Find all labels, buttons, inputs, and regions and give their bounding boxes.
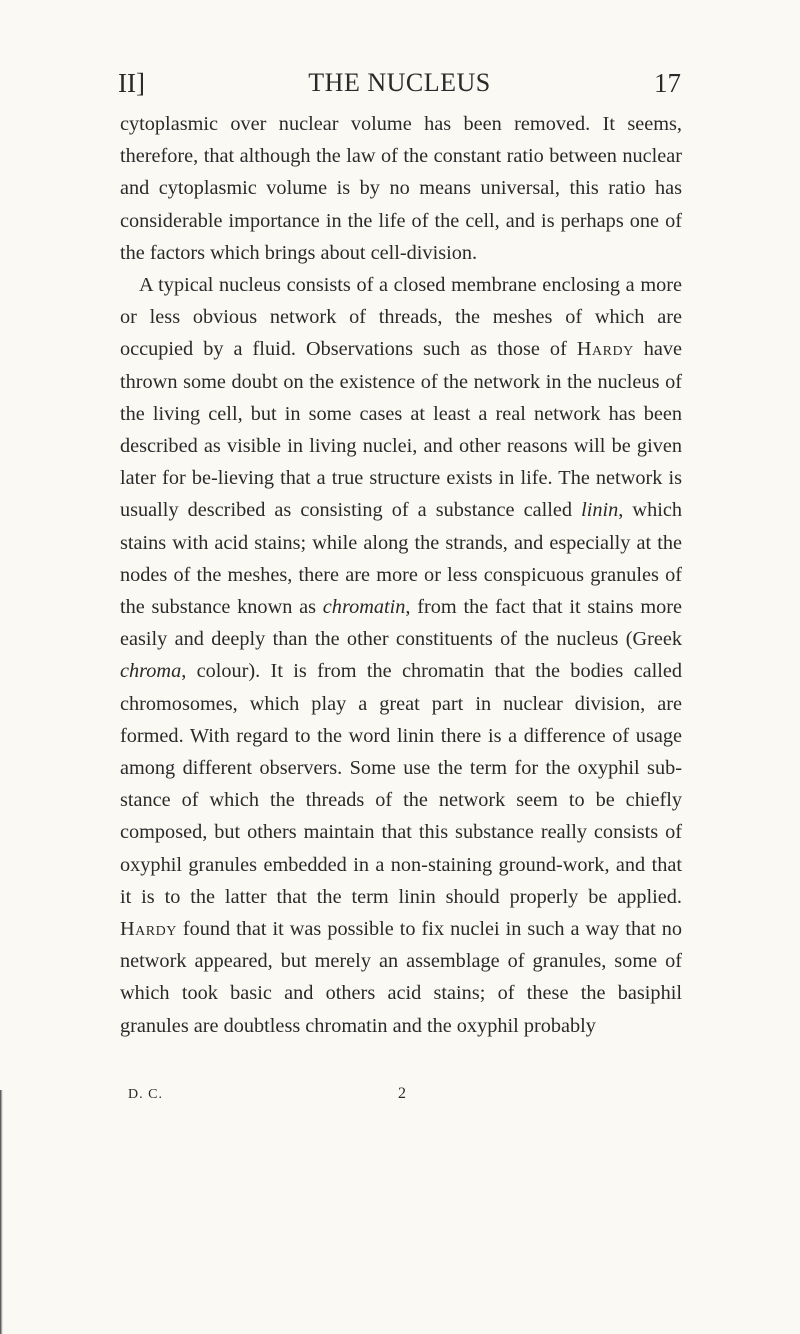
author-name-hardy: Hardy — [120, 918, 177, 941]
text-run: A typical nucleus consists of a closed membrane enclosing a more or less obvious network of threads, the meshes of which are occupied by a fluid. Observations such as those of — [120, 274, 682, 361]
text-run: , which stains with acid stains; while along the strands, and especially at the nodes of the meshes, there are more or less conspicuous granules of the substance known as — [120, 499, 682, 619]
gathering-number: 2 — [398, 1085, 406, 1102]
author-name-hardy: Hardy — [576, 338, 634, 361]
text-run: found that it was possible to fix nuclei in such a way that no network appeared, but merely an assemblage of granules, some of which took basic and others acid stains; of these the basiphil granules are doubtless chromatin and the oxyphil probably — [120, 918, 682, 1037]
chapter-marker: II] — [118, 68, 145, 98]
page-number: 17 — [654, 68, 681, 98]
term-chroma: chroma — [120, 660, 182, 683]
term-linin: linin — [581, 499, 619, 522]
text-run: , colour). It is from the chromatin that the bodies called chromosomes, which play a great part in nuclear division, are formed. With regard to the word linin there is a difference of usage among different observers. Some use the term for the oxyphil sub-stance of which the threads of the network seem to be chiefly composed, but others maintain that this substance really consists of oxyphil granules embedded in a non-staining ground-work, and that it is to the latter that the term linin should properly be applied. — [120, 660, 682, 908]
term-chromatin: chromatin — [322, 596, 406, 619]
paragraph-nucleus-structure — [120, 269, 682, 1042]
running-head — [118, 63, 681, 103]
page-edge-shadow — [0, 1090, 3, 1334]
text-run: , from the fact that it stains more easily and deeply than the other constituents of the nucleus (Greek — [120, 596, 682, 651]
running-title: THE NUCLEUS — [308, 68, 491, 97]
text-run: have thrown some doubt on the existence of the network in the nucleus of the living cell, but in some cases at least a real network has been described as visible in living nuclei, and other reasons will be given later for be-lieving that a true structure exists in life. The network is usually described as consisting of a substance called — [120, 338, 682, 522]
signature-mark: D. C. — [128, 1087, 163, 1102]
paragraph-continuation: cytoplasmic over nuclear volume has been removed. It seems, therefore, that although the law of the constant ratio between nuclear and cytoplasmic volume is by no means universal, this ratio has considerable importance in the life of the cell, and is perhaps one of the factors which brings about cell-division. — [120, 113, 682, 264]
body-text — [120, 108, 682, 1042]
